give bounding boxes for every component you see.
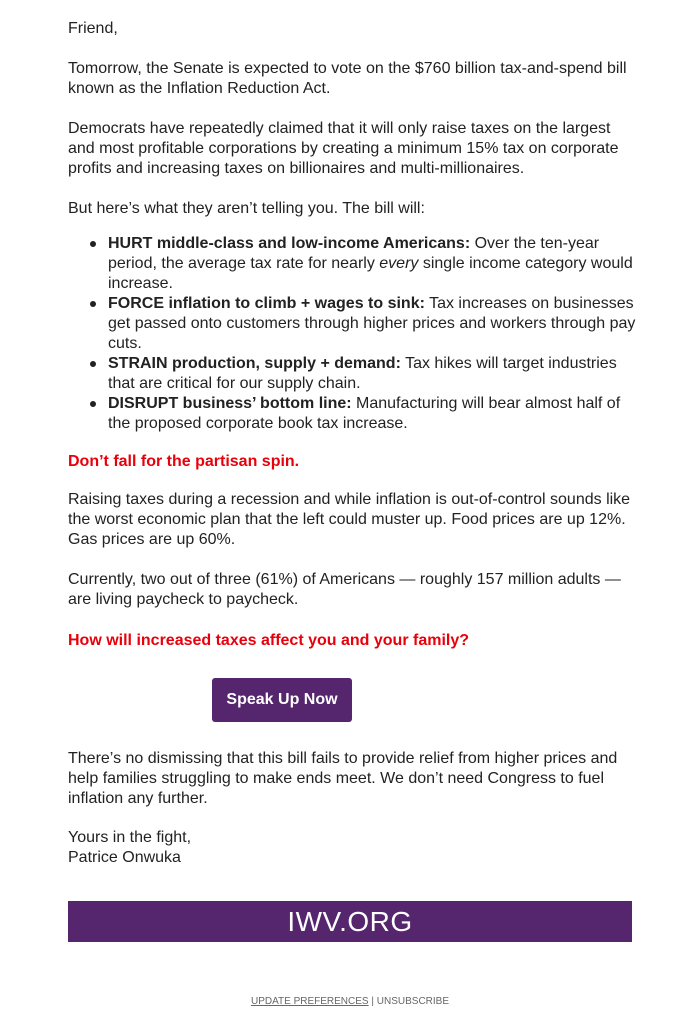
list-item-emphasis: every [379,255,419,272]
list-item [68,394,638,434]
signoff-block [68,828,638,868]
iwv-banner[interactable]: IWV.ORG [68,901,632,942]
paycheck-paragraph: Currently, two out of three (61%) of Americans — roughly 157 million adults — are living paycheck to paycheck. [68,571,621,608]
question-heading: How will increased taxes affect you and your family? [68,632,470,649]
list-item-lead: DISRUPT business’ bottom line: [108,395,352,412]
list-item-lead: STRAIN production, supply + demand: [108,355,401,372]
bullet-icon [90,401,96,407]
list-item-text: Tax increases on businesses get passed onto customers through higher prices and workers through pay cuts. [108,295,636,352]
greeting: Friend, [68,20,118,37]
list-item-lead: FORCE inflation to climb + wages to sink: [108,295,425,312]
list-item-text: Over the ten-year period, the average tax rate for nearly [108,235,600,272]
bullet-icon [90,241,96,247]
spin-warning: Don’t fall for the partisan spin. [68,453,300,470]
signature-name: Patrice Onwuka [68,849,181,866]
bullet-icon [90,361,96,367]
footer-separator: | [371,996,374,1007]
list-item [68,294,638,354]
bill-effects-list [68,234,638,434]
recession-paragraph: Raising taxes during a recession and while inflation is out-of-control sounds like the worst economic plan that the left could muster up. Food prices are up 12%. Gas prices are up 60%. [68,491,631,548]
list-item [68,234,638,294]
claims-paragraph: Democrats have repeatedly claimed that it will only raise taxes on the largest and most profitable corporations by creating a minimum 15% tax on corporate profits and increasing taxes on billionaires and multi-millionaires. [68,120,619,177]
cta-container [212,678,352,722]
closing-paragraph: There’s no dismissing that this bill fails to provide relief from higher prices and help families struggling to make ends meet. We don’t need Congress to fuel inflation any further. [68,750,618,807]
intro-paragraph: Tomorrow, the Senate is expected to vote on the $760 billion tax-and-spend bill known as the Inflation Reduction Act. [68,60,627,97]
update-preferences-link[interactable]: UPDATE PREFERENCES [250,996,369,1007]
signoff-line: Yours in the fight, [68,829,192,846]
email-footer [0,996,700,1007]
list-item-text: single income category would increase. [108,255,633,292]
list-item-text: Manufacturing will bear almost half of the proposed corporate book tax increase. [108,395,621,432]
unsubscribe-link[interactable]: UNSUBSCRIBE [376,996,450,1007]
bullet-icon [90,301,96,307]
list-item [68,354,638,394]
list-item-lead: HURT middle-class and low-income Americans: [108,235,471,252]
speak-up-now-button[interactable]: Speak Up Now [212,678,352,722]
list-item-text: Tax hikes will target industries that are critical for our supply chain. [108,355,617,392]
but-intro-paragraph: But here’s what they aren’t telling you. The bill will: [68,200,425,217]
